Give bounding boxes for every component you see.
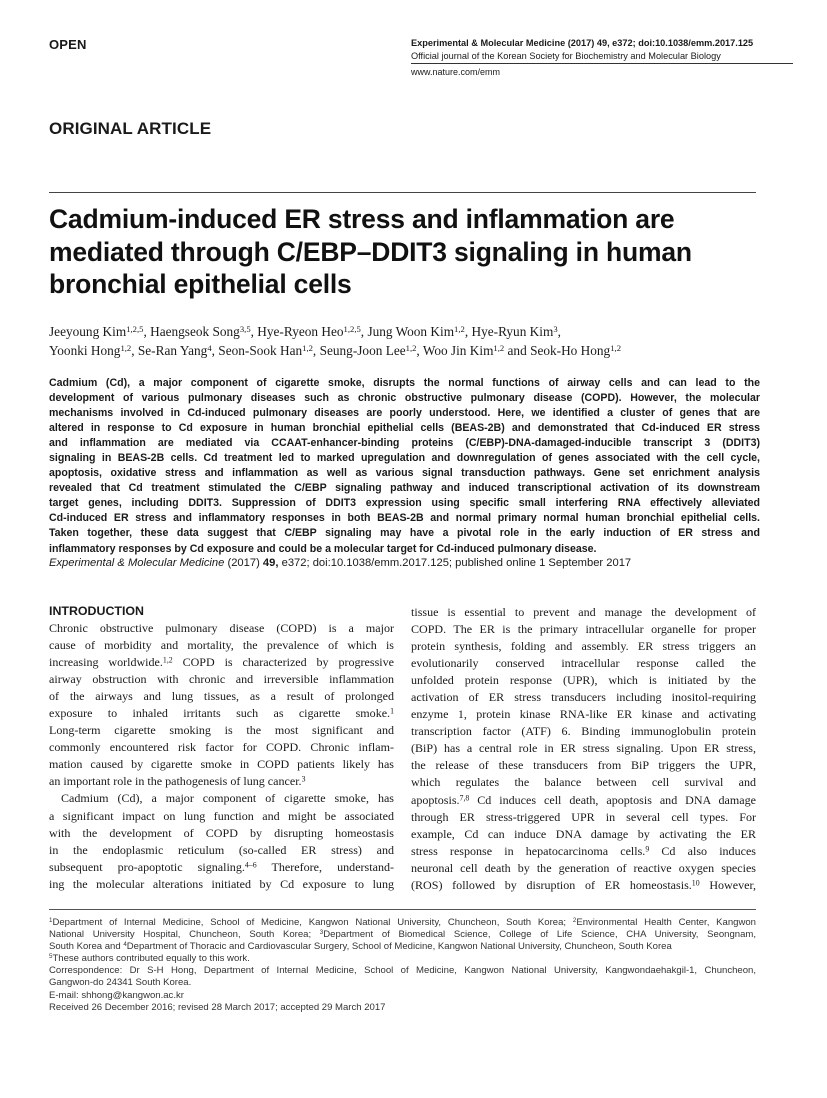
footnote-divider — [49, 909, 756, 910]
introduction-text — [49, 620, 394, 893]
body-line: with the development of COPD by disrupting homeostasis — [49, 825, 394, 840]
body-line: a significant impact on lung function and might be associated — [49, 808, 394, 823]
author-affiliation-marker: 1,2 — [302, 343, 313, 354]
body-line: example, Cd can induce DNA damage by activating the ER — [411, 826, 756, 841]
author-name: Seung-Joon Lee$^{1,2}$ — [319, 343, 417, 358]
citation-year: (2017) — [227, 557, 260, 569]
footnote-line: South Korea and $^4$Department of Thoracic and Cardiovascular Surgery, School of Medicine, Kangwon National University, Chuncheon, South Korea — [49, 941, 672, 953]
body-line: ing the molecular alterations initiated by Cd exposure to lung — [49, 876, 394, 891]
body-line: activation of ER stress transducers including inositol-requiring — [411, 690, 756, 705]
abstract-line: inflammatory responses by Cd exposure and could be a molecular target for Cd-induced pulmonary disease. — [49, 542, 597, 555]
body-line: mation caused by cigarette smoke in COPD patients likely has — [49, 757, 394, 772]
body-line: airway obstruction with chronic and irreversible inflammation — [49, 672, 394, 687]
header-divider — [411, 63, 793, 64]
journal-info — [411, 37, 753, 62]
body-line: exposure to inhaled irritants such as cigarette smoke.$^1$ — [49, 706, 394, 721]
abstract-line: and inflammation are mediated via CCAAT-enhancer-binding proteins (C/EBP)-DNA-damaged-inducible transcript 3 (DDIT3) — [49, 437, 760, 450]
journal-website-link[interactable]: www.nature.com/emm — [411, 67, 501, 77]
body-line: evolutionarily conserved intracellular response called the — [411, 656, 756, 671]
abstract-line: development of various pulmonary diseases such as chronic obstructive pulmonary disease (COPD). However, the molecular — [49, 392, 760, 405]
body-line: the release of these transducers from BiP triggers the UPR, — [411, 758, 756, 773]
author-name: Seon-Sook Han$^{1,2}$ — [218, 343, 313, 358]
body-column-right — [411, 604, 756, 894]
author-name: Woo Jin Kim$^{1,2}$ — [422, 343, 505, 358]
author-affiliation-marker: 1,2 — [120, 343, 132, 354]
body-line: tissue is essential to prevent and manage the development of — [411, 605, 756, 619]
abstract-line: signaling in BEAS-2B cells. Cd treatment led to marked upregulation and downregulation of genes associated with the cell cycle, — [49, 452, 760, 465]
author-affiliation-marker: 3 — [553, 324, 558, 335]
author-affiliation-marker: 1,2 — [493, 343, 505, 354]
author-name: Seok-Ho Hong$^{1,2}$ — [530, 343, 621, 358]
abstract-line: altered in response to Cd exposure in human bronchial epithelial cells (BEAS-2B) and demonstrated that Cd-induced ER stress — [49, 422, 760, 435]
footnote-line: E-mail: shhong@kangwon.ac.kr — [49, 989, 184, 1001]
journal-society-line: Official journal of the Korean Society for Biochemistry and Molecular Biology — [411, 50, 721, 61]
author-affiliation-marker: 1,2 — [610, 343, 621, 354]
article-title — [49, 203, 769, 301]
abstract — [49, 376, 760, 557]
body-line: through ER stress-triggered UPR in several cell types. For — [411, 809, 756, 824]
footnote-marker: 3 — [319, 929, 324, 937]
body-line: an important role in the pathogenesis of lung cancer.$^3$ — [49, 774, 306, 789]
journal-citation-line: Experimental & Molecular Medicine (2017) 49, e372; doi:10.1038/emm.2017.125 — [411, 38, 754, 48]
author-affiliation-marker: 1,2,5 — [343, 324, 361, 335]
author-name: Yoonki Hong$^{1,2}$ — [49, 343, 132, 358]
author-name: Hye-Ryun Kim$^3$ — [471, 324, 558, 339]
body-line: Long-term cigarette smoking is the most significant and — [49, 723, 394, 738]
body-line: (BiP) has a central role in ER stress signaling. Upon ER stress, — [411, 741, 756, 756]
citation-ref: 10 — [691, 878, 700, 888]
footnote-line: $^1$Department of Internal Medicine, School of Medicine, Kangwon National University, Chuncheon, South Korea; $^2$Environmental Health Center, Kangwon — [49, 917, 756, 928]
citation-volume: 49, — [262, 557, 279, 569]
abstract-line: Cd-induced ER stress and inflammatory responses in both BEAS-2B and normal primary normal human bronchial epithelial cells. — [49, 512, 760, 525]
author-line: Yoonki Hong$^{1,2}$, Se-Ran Yang$^4$, Seon-Sook Han$^{1,2}$, Seung-Joon Lee$^{1,2}$, Woo Jin Kim$^{1,2}$ and Seok-Ho Hong$^{1,2}$ — [49, 343, 621, 358]
body-line: COPD. The ER is the primary intracellular organelle for proper — [411, 622, 756, 637]
body-line: apoptosis.$^{7,8}$ Cd induces cell death, apoptosis and DNA damage — [411, 792, 756, 807]
body-line: protein synthesis, folding and assembly. ER stress triggers an — [411, 639, 756, 654]
citation-journal: Experimental & Molecular Medicine — [49, 557, 225, 569]
title-line: bronchial epithelial cells — [49, 269, 352, 299]
body-line: subsequent pro-apoptotic signaling.$^{4-6}$ Therefore, understand- — [49, 859, 394, 874]
footnote-marker: 2 — [572, 917, 577, 925]
article-citation — [49, 557, 631, 569]
body-line: enzyme 1, protein kinase RNA-like ER kinase and activating — [411, 707, 756, 722]
citation-ref: 4–6 — [244, 860, 257, 870]
body-line: neuronal cell death by the generation of reactive oxygen species — [411, 860, 756, 875]
introduction-heading: INTRODUCTION — [49, 604, 144, 618]
footnote-marker: 5 — [49, 953, 53, 961]
body-line: which regulates the balance between cell survival and — [411, 775, 756, 790]
body-line: commonly encountered risk factor for COPD. Chronic inflam- — [49, 740, 394, 755]
body-line: unfolded protein response (UPR), which is initiated by the — [411, 673, 756, 688]
citation-ref: 7,8 — [459, 793, 470, 802]
abstract-line: apoptosis, oxidative stress and inflammation as well as various signal transduction pathways. Gene set enrichment analysis — [49, 467, 760, 480]
body-line: Cadmium (Cd), a major component of cigarette smoke, has — [61, 791, 394, 806]
article-type-label: ORIGINAL ARTICLE — [49, 119, 212, 138]
citation-ref: 9 — [645, 844, 650, 854]
abstract-line: Taken together, these data suggest that C/EBP signaling may have a pivotal role in the early induction of ER stress and — [49, 527, 760, 540]
body-line: (ROS) followed by disruption of ER homeostasis.$^{10}$ However, — [411, 877, 756, 892]
author-name: Jeeyoung Kim$^{1,2,5}$ — [49, 324, 144, 339]
body-line: Chronic obstructive pulmonary disease (COPD) is a major — [49, 621, 394, 635]
abstract-line: target genes, including DDIT3. Suppression of DDIT3 expression using specific small interfering RNA effectively alleviated — [49, 497, 760, 510]
body-line: transcription factor (ATF) 6. Binding immunoglobulin protein — [411, 724, 756, 739]
footnote-marker: 1 — [49, 917, 53, 925]
body-line: of the airways and lung tissues, as a result of prolonged — [49, 689, 394, 704]
body-line: stress response in hepatocarcinoma cells.$^9$ Cd also induces — [411, 843, 756, 858]
abstract-line: mechanisms involved in Cd-induced pulmonary diseases are poorly understood. Here, we identified a cluster of genes that are — [49, 407, 760, 420]
footnote-marker: 4 — [123, 941, 127, 949]
introduction-text-continued — [411, 604, 756, 894]
citation-ref: 1,2 — [162, 655, 173, 665]
author-list — [49, 322, 769, 360]
author-affiliation-marker: 4 — [207, 343, 212, 354]
author-name: Jung Woon Kim$^{1,2}$ — [367, 324, 465, 339]
title-divider — [49, 192, 756, 193]
footnote-line: $^5$These authors contributed equally to this work. — [49, 953, 250, 965]
citation-ref: 1 — [390, 706, 394, 716]
body-line: in the endoplasmic reticulum (so-called ER stress) and — [49, 842, 394, 857]
title-line: mediated through C/EBP–DDIT3 signaling in human — [49, 236, 692, 267]
footnote-line: Received 26 December 2016; revised 28 March 2017; accepted 29 March 2017 — [49, 1001, 386, 1013]
title-line: Cadmium-induced ER stress and inflammation are — [49, 204, 675, 234]
abstract-line: Cadmium (Cd), a major component of cigarette smoke, disrupts the normal functions of airway cells and can lead to the — [49, 377, 760, 389]
citation-ref: 3 — [301, 774, 306, 784]
footnote-line: Gangwon-do 24341 South Korea. — [49, 977, 192, 989]
author-name: Hye-Ryeon Heo$^{1,2,5}$ — [257, 324, 361, 339]
author-affiliation-marker: 1,2 — [454, 324, 465, 335]
citation-details: e372; doi:10.1038/emm.2017.125; published online 1 September 2017 — [281, 557, 632, 569]
author-name: Se-Ran Yang$^4$ — [137, 343, 212, 358]
body-column-left — [49, 604, 394, 893]
footnote-line: Correspondence: Dr S-H Hong, Department of Internal Medicine, School of Medicine, Kangwon National University, Kangwondaehakgil-1, Chuncheon, — [49, 965, 756, 977]
footnotes — [49, 917, 756, 1014]
body-line: cause of morbidity and mortality, the prevalence of which is — [49, 638, 394, 653]
author-affiliation-marker: 1,2,5 — [126, 324, 144, 335]
footnote-line: National University Hospital, Chuncheon, South Korea; $^3$Department of Biomedical Science, College of Life Science, CHA University, Seongnam, — [49, 929, 756, 941]
author-line: Jeeyoung Kim$^{1,2,5}$, Haengseok Song$^{3,5}$, Hye-Ryeon Heo$^{1,2,5}$, Jung Woon Kim$^{1,2}$, Hye-Ryun Kim$^3$, — [49, 324, 561, 339]
author-affiliation-marker: 3,5 — [239, 324, 251, 335]
open-access-label: OPEN — [49, 37, 87, 52]
author-name: Haengseok Song$^{3,5}$ — [150, 324, 251, 339]
body-line: increasing worldwide.$^{1,2}$ COPD is characterized by progressive — [49, 655, 394, 670]
author-affiliation-marker: 1,2 — [405, 343, 417, 354]
abstract-line: revealed that Cd treatment stimulated the C/EBP signaling pathway and induced transcriptional activation of its downstream — [49, 482, 760, 495]
